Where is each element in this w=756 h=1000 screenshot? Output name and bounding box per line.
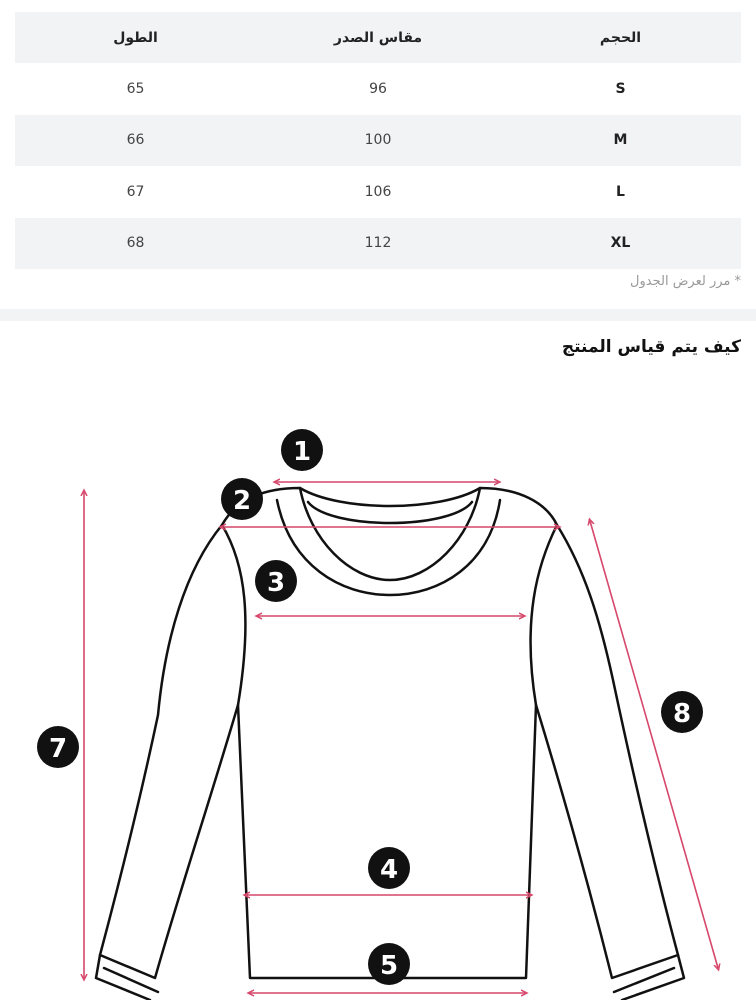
- marker-3: [255, 560, 297, 602]
- marker-2: [221, 478, 263, 520]
- table-row: [15, 115, 741, 166]
- length-cell: 65: [126, 81, 145, 98]
- marker-4: [368, 847, 410, 889]
- size-cell: S: [615, 81, 626, 98]
- marker-7: [37, 726, 79, 768]
- marker-8: [661, 691, 703, 733]
- table-row: [15, 218, 741, 269]
- measurement-arrows: [84, 482, 718, 993]
- table-row: [15, 63, 741, 114]
- svg-text:5: 5: [379, 951, 399, 981]
- svg-text:1: 1: [292, 437, 312, 467]
- size-cell: L: [616, 183, 625, 200]
- header-chest: مقاس الصدر: [256, 12, 500, 63]
- arrow-sleeve-length: [590, 521, 718, 968]
- chest-cell: 100: [256, 115, 500, 166]
- section-divider: [0, 309, 756, 321]
- length-cell: 66: [15, 115, 256, 166]
- length-cell: 67: [126, 183, 145, 200]
- svg-text:4: 4: [379, 855, 399, 885]
- size-cell: XL: [500, 218, 741, 269]
- table-header-row: [15, 12, 741, 63]
- length-cell: 68: [15, 218, 256, 269]
- header-size: الحجم: [500, 12, 741, 63]
- svg-text:3: 3: [266, 568, 286, 598]
- svg-text:2: 2: [232, 486, 252, 516]
- chest-cell: 106: [364, 183, 392, 200]
- chest-cell: 112: [256, 218, 500, 269]
- header-length: الطول: [15, 12, 256, 63]
- size-cell: M: [500, 115, 741, 166]
- table-row: [15, 166, 741, 217]
- chest-cell: 96: [369, 81, 387, 98]
- marker-5: [368, 943, 410, 985]
- sweater-outline: [96, 488, 684, 1000]
- scroll-hint: * مرر لعرض الجدول: [630, 274, 741, 289]
- marker-1: [281, 429, 323, 471]
- section-title: كيف يتم قياس المنتج: [561, 337, 741, 357]
- sweater-measurement-diagram: [0, 380, 756, 1000]
- svg-text:7: 7: [48, 734, 68, 764]
- svg-text:8: 8: [672, 699, 692, 729]
- size-table: [15, 12, 741, 269]
